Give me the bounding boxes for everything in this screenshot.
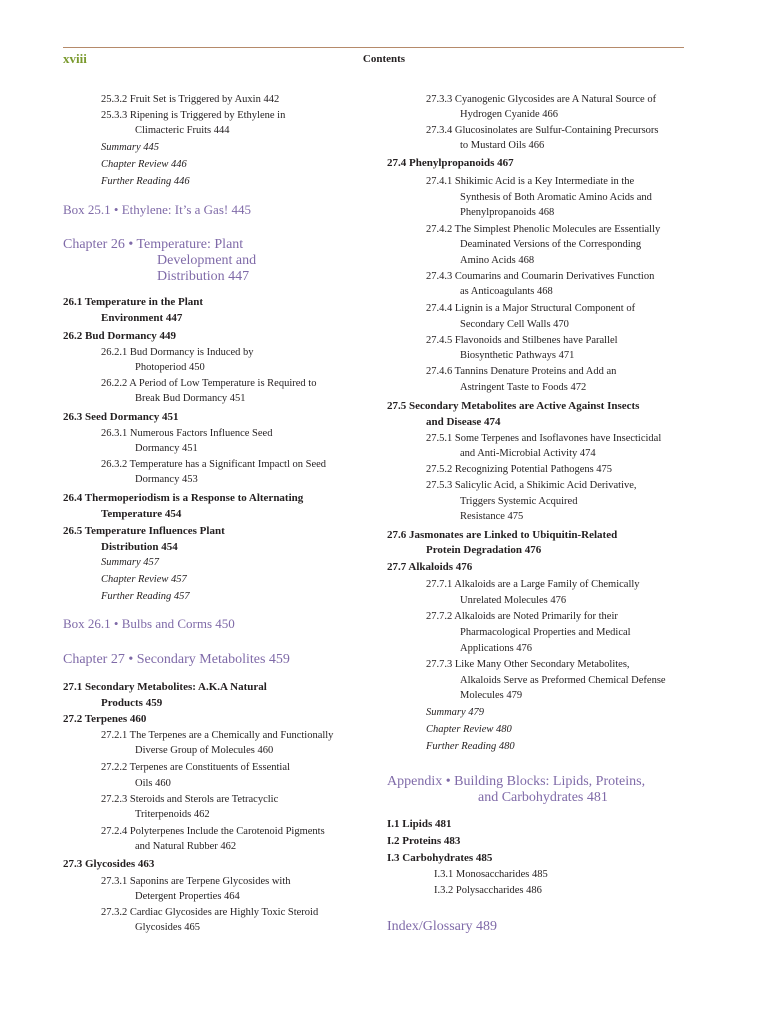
subsection-entry: Biosynthetic Pathways 471 [460,350,575,361]
end-matter-entry: Further Reading 446 [101,176,190,187]
chapter-heading: Chapter 26 • Temperature: Plant [63,237,244,252]
end-matter-entry: Further Reading 480 [426,741,515,752]
subsection-entry: 27.4.3 Coumarins and Coumarin Derivatives Function [426,271,655,282]
subsection-entry: 26.2.2 A Period of Low Temperature is Required to [101,378,317,389]
section-entry: 26.5 Temperature Influences Plant [63,525,225,537]
end-matter-entry: Chapter Review 457 [101,574,187,585]
subsection-entry: I.3.1 Monosaccharides 485 [434,869,548,880]
end-matter-entry: Chapter Review 480 [426,724,512,735]
section-entry: 27.4 Phenylpropanoids 467 [387,157,514,169]
section-entry: Temperature 454 [101,508,182,520]
subsection-entry: Applications 476 [460,643,533,654]
subsection-entry: Amino Acids 468 [460,255,535,266]
subsection-entry: Break Bud Dormancy 451 [135,393,246,404]
end-matter-entry: Summary 479 [426,707,485,718]
subsection-entry: Phenylpropanoids 468 [460,207,555,218]
section-entry: 27.7 Alkaloids 476 [387,561,473,573]
subsection-entry: as Anticoagulants 468 [460,286,553,297]
subsection-entry: Synthesis of Both Aromatic Amino Acids and [460,192,652,203]
subsection-entry: 26.3.1 Numerous Factors Influence Seed [101,428,273,439]
section-entry: 27.1 Secondary Metabolites: A.K.A Natural [63,681,267,693]
subsection-entry: 27.2.4 Polyterpenes Include the Carotenoid Pigments [101,826,325,837]
section-entry: Distribution 454 [101,541,178,553]
box-heading: Box 25.1 • Ethylene: It’s a Gas! 445 [63,202,251,217]
subsection-entry: 27.4.2 The Simplest Phenolic Molecules are Essentially [426,224,661,235]
section-entry: Environment 447 [101,312,183,324]
subsection-entry: Triggers Systemic Acquired [460,496,578,507]
chapter-heading: Distribution 447 [157,269,250,284]
subsection-entry: Dormancy 451 [135,443,198,454]
section-entry: 26.1 Temperature in the Plant [63,296,204,308]
subsection-entry: Photoperiod 450 [135,362,205,373]
subsection-entry: Dormancy 453 [135,474,198,485]
chapter-heading: Chapter 27 • Secondary Metabolites 459 [63,652,290,667]
subsection-entry: 27.4.5 Flavonoids and Stilbenes have Parallel [426,335,618,346]
section-entry: I.2 Proteins 483 [387,835,461,847]
section-entry: 27.5 Secondary Metabolites are Active Against Insects [387,400,640,412]
section-entry: 27.2 Terpenes 460 [63,713,147,725]
subsection-entry: 27.4.4 Lignin is a Major Structural Component of [426,303,636,314]
section-entry: 26.3 Seed Dormancy 451 [63,411,179,423]
section-entry: Products 459 [101,697,163,709]
subsection-entry: Hydrogen Cyanide 466 [460,109,558,120]
subsection-entry: Glycosides 465 [135,922,201,933]
subsection-entry: Pharmacological Properties and Medical [460,627,631,638]
section-entry: 26.2 Bud Dormancy 449 [63,330,177,342]
subsection-entry: 27.2.3 Steroids and Sterols are Tetracyclic [101,794,279,805]
end-matter-entry: Further Reading 457 [101,591,190,602]
section-entry: I.1 Lipids 481 [387,818,452,830]
section-entry: I.3 Carbohydrates 485 [387,852,493,864]
subsection-entry: 26.3.2 Temperature has a Significant Impactl on Seed [101,459,327,470]
section-entry: 27.3 Glycosides 463 [63,858,155,870]
subsection-entry: 27.5.3 Salicylic Acid, a Shikimic Acid Derivative, [426,480,637,491]
subsection-entry: and Natural Rubber 462 [135,841,237,852]
appendix-heading: Appendix • Building Blocks: Lipids, Proteins, [387,774,646,789]
subsection-entry: Astringent Taste to Foods 472 [460,382,587,393]
appendix-heading: and Carbohydrates 481 [478,790,608,805]
subsection-entry: Unrelated Molecules 476 [460,595,567,606]
subsection-entry: Oils 460 [135,778,171,789]
subsection-entry: 25.3.2 Fruit Set is Triggered by Auxin 442 [101,94,280,105]
subsection-entry: 27.7.2 Alkaloids are Noted Primarily for their [426,611,618,622]
section-entry: Protein Degradation 476 [426,544,542,556]
subsection-entry: 26.2.1 Bud Dormancy is Induced by [101,347,254,358]
subsection-entry: Secondary Cell Walls 470 [460,319,569,330]
subsection-entry: Detergent Properties 464 [135,891,240,902]
subsection-entry: Alkaloids Serve as Preformed Chemical Defense [460,675,666,686]
subsection-entry: 27.5.1 Some Terpenes and Isoflavones have Insecticidal [426,433,662,444]
subsection-entry: Resistance 475 [460,511,524,522]
appendix-heading: Index/Glossary 489 [387,919,498,934]
section-entry: 27.6 Jasmonates are Linked to Ubiquitin-Related [387,529,618,541]
subsection-entry: 27.7.3 Like Many Other Secondary Metabolites, [426,659,630,670]
subsection-entry: Climacteric Fruits 444 [135,125,230,136]
box-heading: Box 26.1 • Bulbs and Corms 450 [63,616,235,631]
chapter-heading: Development and [157,253,257,268]
subsection-entry: I.3.2 Polysaccharides 486 [434,885,542,896]
subsection-entry: 27.2.1 The Terpenes are a Chemically and Functionally [101,730,334,741]
subsection-entry: 27.2.2 Terpenes are Constituents of Essential [101,762,290,773]
section-entry: and Disease 474 [426,416,501,428]
running-head: Contents [362,53,406,65]
subsection-entry: 27.4.6 Tannins Denature Proteins and Add an [426,366,617,377]
subsection-entry: 27.3.4 Glucosinolates are Sulfur-Containing Precursors [426,125,659,136]
end-matter-entry: Summary 445 [101,142,160,153]
end-matter-entry: Summary 457 [101,557,160,568]
subsection-entry: Diverse Group of Molecules 460 [135,745,274,756]
subsection-entry: 27.3.3 Cyanogenic Glycosides are A Natural Source of [426,94,657,105]
subsection-entry: 27.5.2 Recognizing Potential Pathogens 475 [426,464,613,475]
subsection-entry: 27.3.2 Cardiac Glycosides are Highly Toxic Steroid [101,907,319,918]
end-matter-entry: Chapter Review 446 [101,159,187,170]
subsection-entry: and Anti-Microbial Activity 474 [460,448,596,459]
section-entry: 26.4 Thermoperiodism is a Response to Alternating [63,492,304,504]
page-number: xviii [63,51,87,66]
subsection-entry: to Mustard Oils 466 [460,140,545,151]
subsection-entry: Triterpenoids 462 [135,809,210,820]
subsection-entry: 27.3.1 Saponins are Terpene Glycosides with [101,876,291,887]
subsection-entry: Molecules 479 [460,690,523,701]
subsection-entry: 27.7.1 Alkaloids are a Large Family of Chemically [426,579,640,590]
subsection-entry: Deaminated Versions of the Corresponding [460,239,642,250]
subsection-entry: 25.3.3 Ripening is Triggered by Ethylene in [101,110,286,121]
subsection-entry: 27.4.1 Shikimic Acid is a Key Intermediate in the [426,176,635,187]
